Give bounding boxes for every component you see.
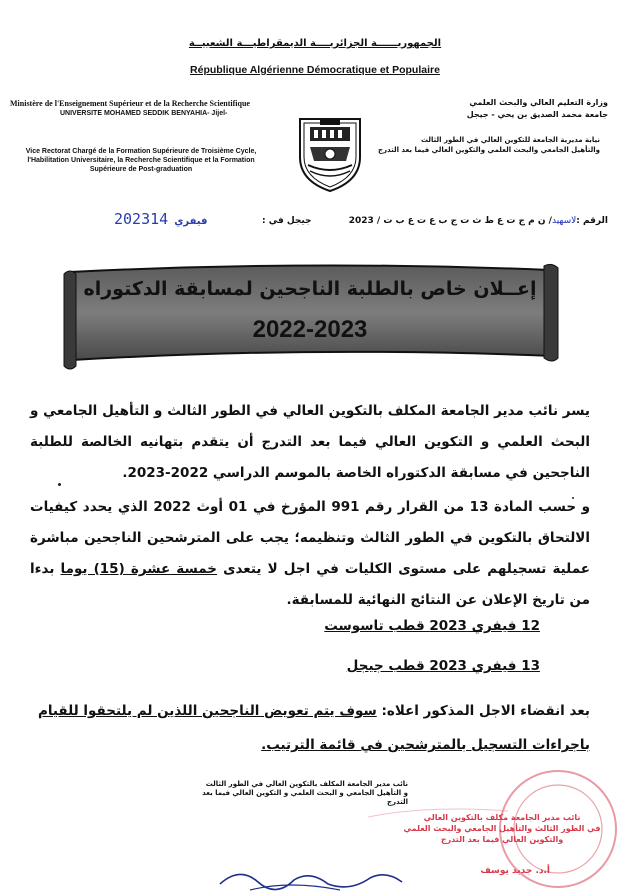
paragraph-congratulations: يسر نائب مدير الجامعة المكلف بالتكوين العالي في الطور الثالث و التأهيل الجامعي و البحث العلمي و التكوين العالي فيما بعد التدرج أن يتقدم بتهانيه الخالصة للطلبة الناجحين في مسابقة الدكتوراه الخاصة بالموسم الدراسي 2022-2023. [30,403,590,481]
reference-number [349,216,608,226]
announcement-years: 2022-2023 [252,316,368,343]
vice-rectorate-french: Vice Rectorat Chargé de la Formation Supérieure de Troisième Cycle, l'Habilitation Universitaire, la Recherche Scientifique et la Formation Supérieure de Post-graduation [25,148,257,173]
stamp-line3: والتكوين العالي فيما بعد التدرج [440,835,564,844]
signatory-title-line2: و التأهيل الجامعي و البحث العلمي و التكوين العالي فيما بعد التدرج [202,789,408,806]
registration-text-b: بدءا من تاريخ الإعلان عن النتائج النهائية للمسابقة. [30,561,590,608]
stamp-line1: نائب مدير الجامعة مكلف بالتكوين العالي [423,813,581,822]
registration-deadline: خمسة عشرة (15) يوما [60,561,217,577]
reference-label: الرقم : [576,216,608,226]
republic-title-arabic: الجمهوريــــــة الجزائريــــة الديمقراطيـــة الشعبيــة [188,38,442,49]
announcement-title: إعــلان خاص بالطلبة الناجحين لمسابقة الدكتوراه [83,278,537,300]
date-tassoust: 12 فيفري 2023 قطب تاسوست [324,618,540,634]
vice-rectorate-arabic-line2: والتأهيل الجامعي والبحث العلمي والتكوين العالي فيما بعد التدرج [377,146,600,154]
university-emblem-icon [296,117,364,193]
place-date-label: جيجل في : [262,216,312,226]
handwritten-date [114,210,213,228]
ministry-block-french [10,99,280,119]
republic-title-french: République Algérienne Démocratique et Populaire [190,64,440,76]
university-name-french: UNIVERSITE MOHAMED SEDDIK BENYAHIA- Jijel- [60,110,228,117]
registration-text-a: و حسب المادة 13 من القرار رقم 991 المؤرخ في 01 أوث 2022 الذي يحدد كيفيات الالتحاق بالتكوين في الطور الثالث وتنظيمه؛ يجب على المترشحين الناجحين مباشرة عملية تسجيلهم على مستوى الكليات في اجل لا يتعدى [30,499,591,577]
signatory-name: أ.د. جديد يوسف [480,866,550,876]
replacement-notice: سوف يتم تعويض الناجحين اللذين لم يلتحقوا للقيام باجراءات التسجيل بالمترشحين في قائمة الترتيب. [37,703,590,753]
stamp-text [402,812,602,845]
date-jijel: 13 فيفري 2023 قطب جيجل [346,658,540,674]
ministry-block-arabic [388,97,608,121]
reference-code: / ن م ج ت ع ط ث ت ج ب ع ت ع ب ت / 2023 [348,216,552,226]
paragraph-replacement [30,694,590,762]
stray-dot [58,483,61,486]
stamp-line2: في الطور الثالث والتأهيل الجامعي والبحث العلمي [403,824,601,833]
paragraph-registration [30,492,590,616]
reference-seal-word: لاسهيد [551,216,577,226]
handwritten-signature [210,860,410,896]
signatory-title-line1: نائب مدير الجامعة المكلف بالتكوين العالي في الطور الثالث [205,780,408,788]
vice-rectorate-arabic-line1: نيابة مديرية الجامعة للتكوين العالي في الطور الثالث [420,136,600,144]
university-name-arabic: جامعة محمد الصديق بن يحي - جيجل [466,110,608,119]
vice-rectorate-arabic [350,135,600,155]
date-year: 2023 [114,210,151,228]
replacement-intro: بعد انقضاء الاجل المذكور اعلاه: [376,703,590,719]
date-day: 14 [150,210,169,228]
ministry-name-arabic: وزارة التعليم العالي والبحث العلمي [469,98,608,107]
ministry-name-french: Ministère de l'Enseignement Supérieur et de la Recherche Scientifique [10,99,250,108]
date-month: فيفري [174,216,208,227]
